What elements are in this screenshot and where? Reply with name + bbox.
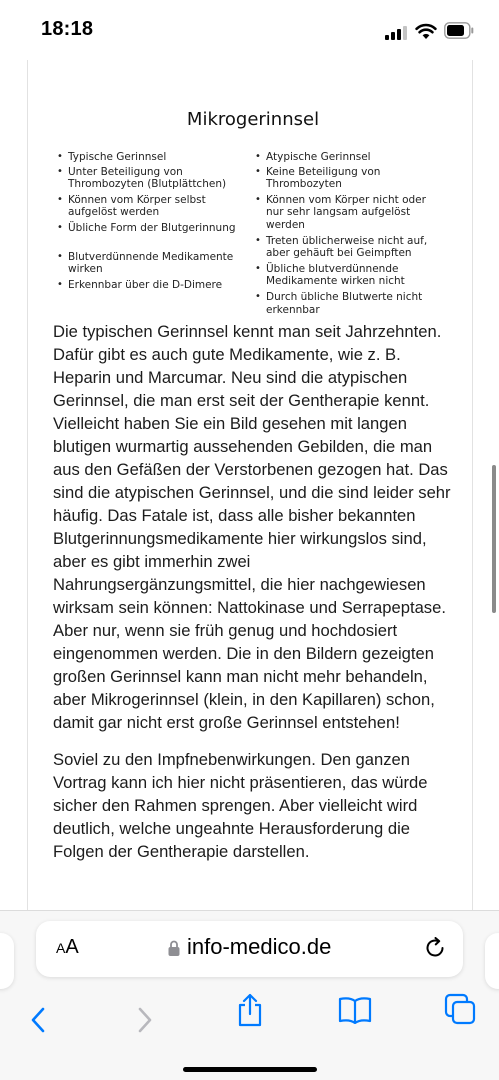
cellular-signal-icon	[385, 24, 409, 40]
reload-icon[interactable]	[424, 937, 446, 959]
reader-options-button[interactable]: AA	[56, 936, 79, 958]
slide-bullet: • Atypische Gerinnsel	[255, 151, 445, 164]
slide-bullet: • Unter Beteiligung von Thrombozyten (Blutplättchen)	[57, 166, 247, 191]
slide-bullet: • Typische Gerinnsel	[57, 151, 247, 164]
slide-bullet: • Keine Beteiligung von Thrombozyten	[255, 166, 445, 191]
slide-title: Mikrogerinnsel	[186, 109, 320, 130]
forward-button[interactable]	[135, 1005, 155, 1035]
next-tab-pill[interactable]	[485, 933, 499, 989]
home-indicator	[183, 1067, 317, 1072]
slide-bullet: • Erkennbar über die D-Dimere	[57, 279, 247, 292]
lock-icon	[168, 939, 180, 957]
slide-image	[53, 95, 453, 316]
chevron-left-icon	[28, 1005, 48, 1035]
battery-icon	[444, 22, 474, 39]
scroll-indicator[interactable]	[492, 465, 496, 613]
url-text[interactable]: info-medico.de	[187, 934, 332, 959]
tabs-icon	[444, 993, 476, 1025]
article-body	[53, 320, 453, 877]
slide-bullet: • Blutverdünnende Medikamente wirken	[57, 251, 247, 276]
share-button[interactable]	[236, 993, 264, 1023]
bookmarks-button[interactable]	[338, 996, 372, 1026]
wifi-icon	[415, 22, 437, 40]
slide-column-atypical	[255, 151, 445, 316]
slide-bullet: • Können vom Körper nicht oder nur sehr langsam aufgelöst werden	[255, 194, 445, 232]
share-icon	[236, 993, 264, 1027]
article-paragraph: Soviel zu den Impfnebenwirkungen. Den ganzen Vortrag kann ich hier nicht präsentieren, das würde sicher den Rahmen sprengen. Aber vielleicht wird deutlich, welche ungeahnte Herausforderung die Folgen der Gentherapie darstellen.	[53, 750, 428, 861]
article-paragraph: Die typischen Gerinnsel kennt man seit Jahrzehnten. Dafür gibt es auch gute Medikamente, wie z. B. Heparin und Marcumar. Neu sind die atypischen Gerinnsel, die man erst seit der Gentherapie kennt. Vielleicht haben Sie ein Bild gesehen mit langen blutigen wurmartig aussehenden Gebilden, die man aus den Gefäßen der Verstorbenen gezogen hat. Das sind die atypischen Gerinnsel, und die sind leider sehr häufig. Das Fatale ist, dass alle bisher bekannten Blutgerinnungsmedikamente hier wirkungslos sind, aber es gibt immerhin zwei Nahrungsergänzungsmittel, die hier nachgewiesen wirksam sein können: Nattokinase und Serrapeptase. Aber nur, wenn sie früh genug und hochdosiert eingenommen werden. Die in den Bildern gezeigten großen Gerinnsel kann man nicht mehr behandeln, aber Mikrogerinnsel (klein, in den Kapillaren) schon, damit gar nicht erst große Gerinnsel entstehen!	[53, 322, 451, 732]
slide-column-typical	[57, 151, 247, 291]
slide-bullet: • Können vom Körper selbst aufgelöst werden	[57, 194, 247, 219]
back-button[interactable]	[28, 1005, 48, 1035]
tabs-button[interactable]	[444, 993, 476, 1023]
chevron-right-icon	[135, 1005, 155, 1035]
status-bar	[0, 0, 499, 60]
slide-bullet: • Übliche blutverdünnende Medikamente wirken nicht	[255, 263, 445, 288]
slide-bullet: • Übliche Form der Blutgerinnung	[57, 222, 247, 235]
book-icon	[338, 996, 372, 1024]
previous-tab-pill[interactable]	[0, 933, 14, 989]
slide-bullet: • Treten üblicherweise nicht auf, aber gehäuft bei Geimpften	[255, 235, 445, 260]
slide-bullet: • Durch übliche Blutwerte nicht erkennbar	[255, 291, 445, 316]
address-bar[interactable]	[36, 921, 463, 977]
status-time: 18:18	[41, 18, 94, 40]
